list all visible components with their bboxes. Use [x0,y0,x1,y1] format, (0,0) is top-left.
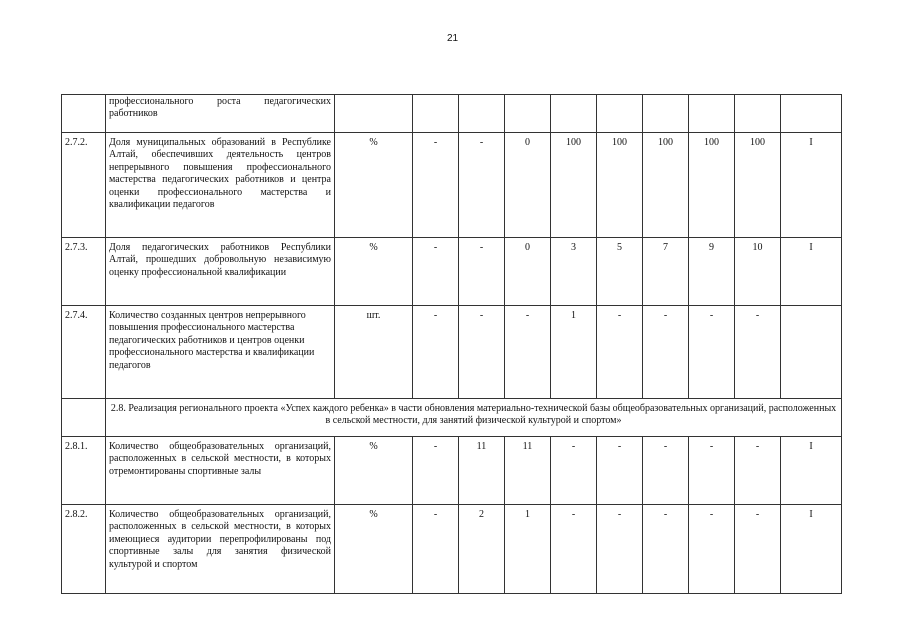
value-cell: 11 [505,437,551,505]
value-cell: - [643,505,689,594]
value-cell: - [643,306,689,399]
value-cell: - [735,505,781,594]
value-cell: - [597,505,643,594]
value-cell: - [459,238,505,306]
unit-cell [335,95,413,133]
last-cell: I [781,505,842,594]
value-cell [413,95,459,133]
value-cell: 1 [551,306,597,399]
value-cell: 1 [505,505,551,594]
value-cell: 10 [735,238,781,306]
value-cell: - [413,133,459,238]
value-cell: - [597,437,643,505]
row-number: 2.7.2. [62,133,106,238]
unit-cell: % [335,505,413,594]
value-cell: - [413,505,459,594]
value-cell: - [505,306,551,399]
row-number [62,95,106,133]
indicator-name: Количество общеобразовательных организаций, расположенных в сельской местности, в которых отремонтированы спортивные залы [106,437,335,505]
last-cell: I [781,133,842,238]
section-title: 2.8. Реализация регионального проекта «Успех каждого ребенка» в части обновления материально-технической базы общеобразовательных организаций, расположенных в сельской местности, для занятий физической культурой и спортом» [106,399,842,437]
value-cell: - [643,437,689,505]
indicator-name: Доля муниципальных образований в Республике Алтай, обеспечивших деятельность центров непрерывного повышения профессионального мастерства педагогических работников и центра оценки профессионального мастерства и квалификации педагогов [106,133,335,238]
value-cell [597,95,643,133]
indicator-name: Количество созданных центров непрерывного повышения профессионального мастерства педагогических работников и центров оценки профессионального мастерства и квалификации педагогов [106,306,335,399]
last-cell [781,95,842,133]
indicators-table [61,94,842,594]
indicator-name: Количество общеобразовательных организаций, расположенных в сельской местности, в которых имеющиеся аудитории перепрофилированы под спортивные залы для занятия физической культурой и спортом [106,505,335,594]
value-cell: 2 [459,505,505,594]
value-cell: - [689,505,735,594]
value-cell: 9 [689,238,735,306]
table-row [62,95,842,133]
value-cell [735,95,781,133]
value-cell: 100 [689,133,735,238]
last-cell: I [781,238,842,306]
value-cell: 0 [505,238,551,306]
value-cell: 100 [597,133,643,238]
row-number: 2.7.4. [62,306,106,399]
value-cell: 100 [551,133,597,238]
table-row [62,306,842,399]
unit-cell: % [335,238,413,306]
value-cell: - [413,437,459,505]
value-cell [459,95,505,133]
value-cell: - [459,306,505,399]
value-cell [551,95,597,133]
value-cell: - [551,437,597,505]
value-cell: - [413,306,459,399]
value-cell: 7 [643,238,689,306]
value-cell: 100 [643,133,689,238]
indicator-name: Доля педагогических работников Республики Алтай, прошедших добровольную независимую оценку профессиональной квалификации [106,238,335,306]
value-cell: - [413,238,459,306]
section-number-cell [62,399,106,437]
indicator-name: профессионального роста педагогических работников [106,95,335,133]
last-cell [781,306,842,399]
value-cell: - [459,133,505,238]
value-cell: - [689,306,735,399]
table-row [62,133,842,238]
value-cell: - [597,306,643,399]
value-cell: 100 [735,133,781,238]
table-row [62,437,842,505]
value-cell: - [735,306,781,399]
value-cell: - [551,505,597,594]
row-number: 2.7.3. [62,238,106,306]
row-number: 2.8.2. [62,505,106,594]
value-cell [689,95,735,133]
value-cell [643,95,689,133]
value-cell: - [735,437,781,505]
table-row [62,238,842,306]
table-row [62,505,842,594]
page-number: 21 [446,33,459,44]
value-cell: 3 [551,238,597,306]
section-row [62,399,842,437]
value-cell: 11 [459,437,505,505]
value-cell: 0 [505,133,551,238]
row-number: 2.8.1. [62,437,106,505]
unit-cell: шт. [335,306,413,399]
last-cell: I [781,437,842,505]
unit-cell: % [335,133,413,238]
value-cell [505,95,551,133]
value-cell: - [689,437,735,505]
unit-cell: % [335,437,413,505]
value-cell: 5 [597,238,643,306]
